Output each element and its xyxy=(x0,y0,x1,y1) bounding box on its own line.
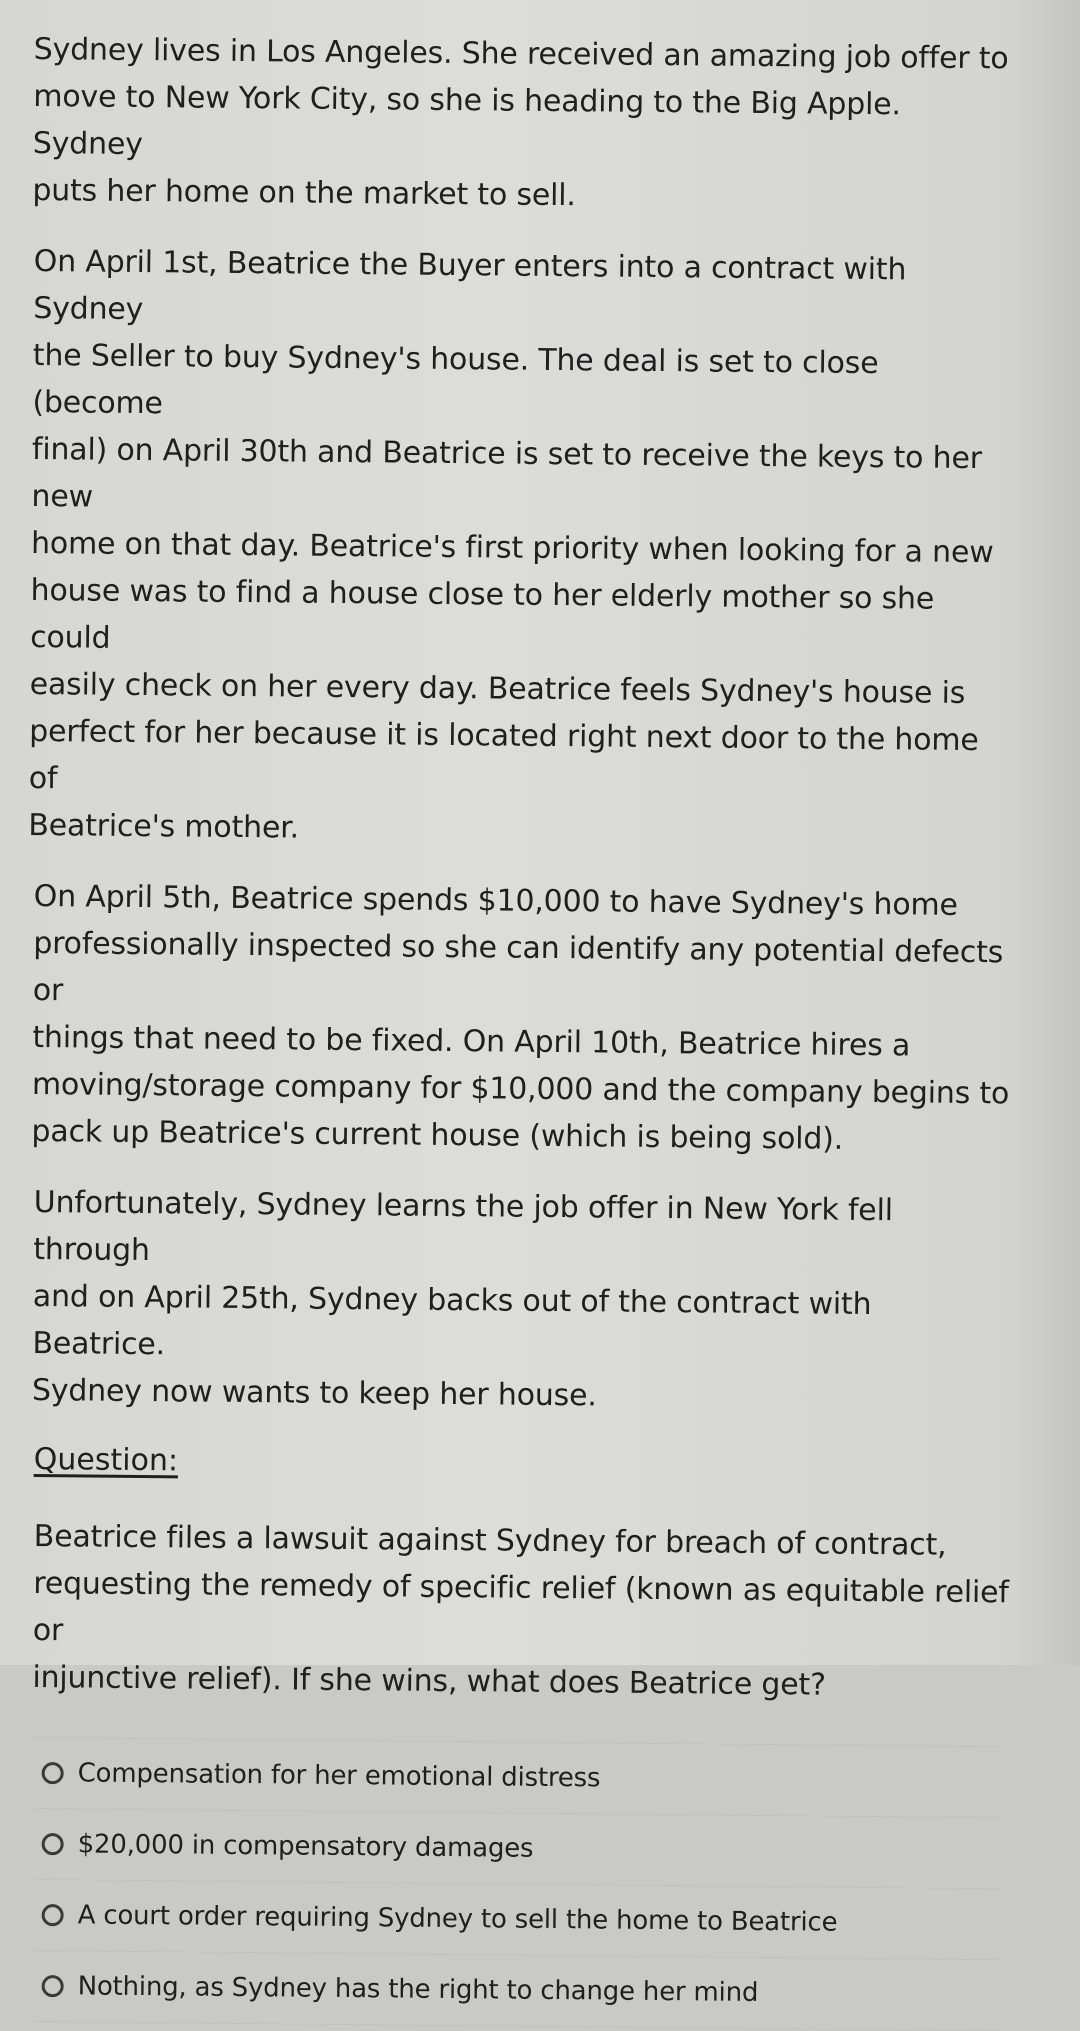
scenario-paragraph-2: On April 1st, Beatrice the Buyer enters into a contract with Sydney the Seller to buy Sydney's house. The deal is set to close (become final) on April 30th and Beatrice is set to receive the keys to her new home on that day. Beatrice's first priority when looking for a new house was to find a house close to her elderly mother so she could easily check on her every day. Beatrice feels Sydney's house is perfect for her because it is located right next door to the home of Beatrice's mother. xyxy=(28,243,994,846)
answer-option-2[interactable] xyxy=(33,1808,1004,1888)
scenario-paragraph-1: Sydney lives in Los Angeles. She received an amazing job offer to move to New York City, so she is heading to the Big Apple. Sydney puts her home on the market to sell. xyxy=(32,31,1009,214)
answer-option-3[interactable] xyxy=(33,1879,1004,1959)
answer-option-1[interactable] xyxy=(33,1737,1004,1817)
answer-option-label[interactable]: A court order requiring Sydney to sell the home to Beatrice xyxy=(77,1900,838,1938)
radio-button-icon[interactable] xyxy=(42,1904,64,1926)
answer-option-label[interactable]: $20,000 in compensatory damages xyxy=(77,1829,534,1864)
question-label: Question: xyxy=(33,1441,179,1479)
radio-button-icon[interactable] xyxy=(42,1833,64,1855)
answer-option-label[interactable]: Compensation for her emotional distress xyxy=(77,1758,601,1794)
radio-button-icon[interactable] xyxy=(42,1975,64,1997)
answer-options xyxy=(34,1737,1004,2022)
screen-edge-shadow xyxy=(1010,0,1080,1665)
question-content xyxy=(28,26,1014,2022)
scenario-paragraph-3: On April 5th, Beatrice spends $10,000 to have Sydney's home professionally inspected so she can identify any potential defects or things that need to be fixed. On April 10th, Beatrice hires a moving/storage company for $10,000 and the company begins to pack up Beatrice's current house (which is being sold). xyxy=(31,878,1010,1157)
question-text: Beatrice files a lawsuit against Sydney for breach of contract, requesting the remedy of specific relief (known as equitable relief or injunctive relief). If she wins, what does Beatrice get? xyxy=(32,1518,1009,1703)
answer-option-label[interactable]: Nothing, as Sydney has the right to change her mind xyxy=(77,1971,759,2008)
scenario-paragraph-4: Unfortunately, Sydney learns the job offer in New York fell through and on April 25th, Sydney backs out of the contract with Beatrice. Sydney now wants to keep her house. xyxy=(31,1184,893,1414)
radio-button-icon[interactable] xyxy=(42,1762,64,1784)
answer-option-4[interactable] xyxy=(33,1950,1004,2031)
